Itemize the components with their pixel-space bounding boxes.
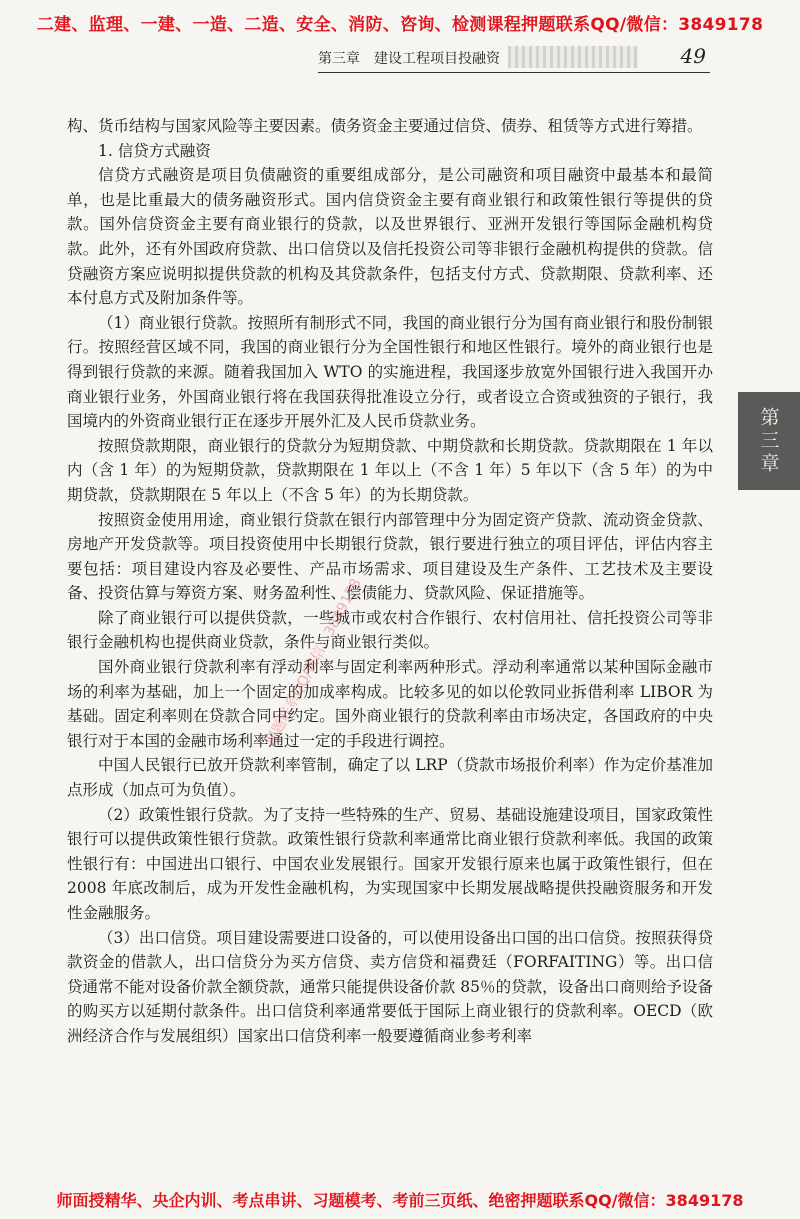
page-header [318,44,710,73]
bottom-contact-banner: 师面授精华、央企内训、考点串讲、习题模考、考前三页纸、绝密押题联系QQ/微信：3849178 [56,1191,744,1210]
diagonal-watermark: 押题联系QQ/微信：3849178 [262,576,365,749]
paragraph: （1）商业银行贷款。按照所有制形式不同，我国的商业银行分为国有商业银行和股份制银行。按照经营区域不同，我国的商业银行分为全国性银行和地区性银行。境外的商业银行也是得到银行贷款的来源。随着我国加入 WTO 的实施进程，我国逐步放宽外国银行进入我国开办商业银行业务，外国商业银行将在我国获得批准设立分行，或者设立合资或独资的子银行，我国境内的外资商业银行正在逐步开展外汇及人民币贷款业务。 [67,313,713,431]
paragraph: 国外商业银行贷款利率有浮动利率与固定利率两种形式。浮动利率通常以某种国际金融市场的利率为基础，加上一个固定的加成率构成。比较多见的如以伦敦同业拆借利率 LIBOR 为基础。固定利率则在贷款合同中约定。国外商业银行的贷款利率由市场决定，各国政府的中央银行对于本国的金融市场利率通过一定的手段进行调控。 [67,658,713,750]
paragraph: 按照资金使用用途，商业银行贷款在银行内部管理中分为固定资产贷款、流动资金贷款、房地产开发贷款等。项目投资使用中长期银行贷款，银行要进行独立的项目评估，评估内容主要包括：项目建设内容及必要性、产品市场需求、项目建设及生产条件、工艺技术及主要设备、投资估算与筹资方案、财务盈利性、偿债能力、贷款风险、保证措施等。 [67,510,713,603]
paragraph: 按照贷款期限，商业银行的贷款分为短期贷款、中期贷款和长期贷款。贷款期限在 1 年以内（含 1 年）的为短期贷款，贷款期限在 1 年以上（不含 1 年）5 年以下（含 5 年）的为中期贷款，贷款期限在 5 年以上（不含 5 年）的为长期贷款。 [67,436,713,504]
section-heading: 1. 信贷方式融资 [98,141,211,160]
body-text [67,114,713,1049]
paragraph: 信贷方式融资是项目负债融资的重要组成部分，是公司融资和项目融资中最基本和最简单，也是比重最大的债务融资形式。国内信贷资金主要有商业银行和政策性银行等提供的贷款。国外信贷资金主要有商业银行的贷款，以及世界银行、亚洲开发银行等国际金融机构贷款。此外，还有外国政府贷款、出口信贷以及信托投资公司等非银行金融机构提供的贷款。信贷融资方案应说明拟提供贷款的机构及其贷款条件，包括支付方式、贷款期限、贷款利率、还本付息方式及附加条件等。 [67,166,713,308]
paragraph: 除了商业银行可以提供贷款，一些城市或农村合作银行、农村信用社、信托投资公司等非银行金融机构也提供商业贷款，条件与商业银行类似。 [67,608,713,652]
page-number: 49 [680,44,706,68]
chapter-side-tab: 第三章 [738,392,800,490]
header-decoration [508,46,638,68]
paragraph-continuation: 构、货币结构与国家风险等主要因素。债务资金主要通过信贷、债券、租赁等方式进行筹措。 [67,117,703,135]
paragraph: 中国人民银行已放开贷款利率管制，确定了以 LRP（贷款市场报价利率）作为定价基准加点形成（加点可为负值）。 [67,756,713,800]
chapter-title: 第三章 建设工程项目投融资 [318,51,500,67]
top-contact-banner: 二建、监理、一建、一造、二造、安全、消防、咨询、检测课程押题联系QQ/微信：3849178 [36,15,764,35]
paragraph: （3）出口信贷。项目建设需要进口设备的，可以使用设备出口国的出口信贷。按照获得贷款资金的借款人，出口信贷分为买方信贷、卖方信贷和福费廷（FORFAITING）等。出口信贷通常不能对设备价款全额贷款，通常只能提供设备价款 85％的贷款，设备出口商则给予设备的购买方以延期付款条件。出口信贷利率通常要低于国际上商业银行的贷款利率。OECD（欧洲经济合作与发展组织）国家出口信贷利率一般要遵循商业参考利率 [67,928,713,1045]
paragraph: （2）政策性银行贷款。为了支持一些特殊的生产、贸易、基础设施建设项目，国家政策性银行可以提供政策性银行贷款。政策性银行贷款利率通常比商业银行贷款利率低。我国的政策性银行有：中国进出口银行、中国农业发展银行。国家开发银行原来也属于政策性银行，但在 2008 年底改制后，成为开发性金融机构，为实现国家中长期发展战略提供投融资服务和开发性金融服务。 [67,805,713,922]
